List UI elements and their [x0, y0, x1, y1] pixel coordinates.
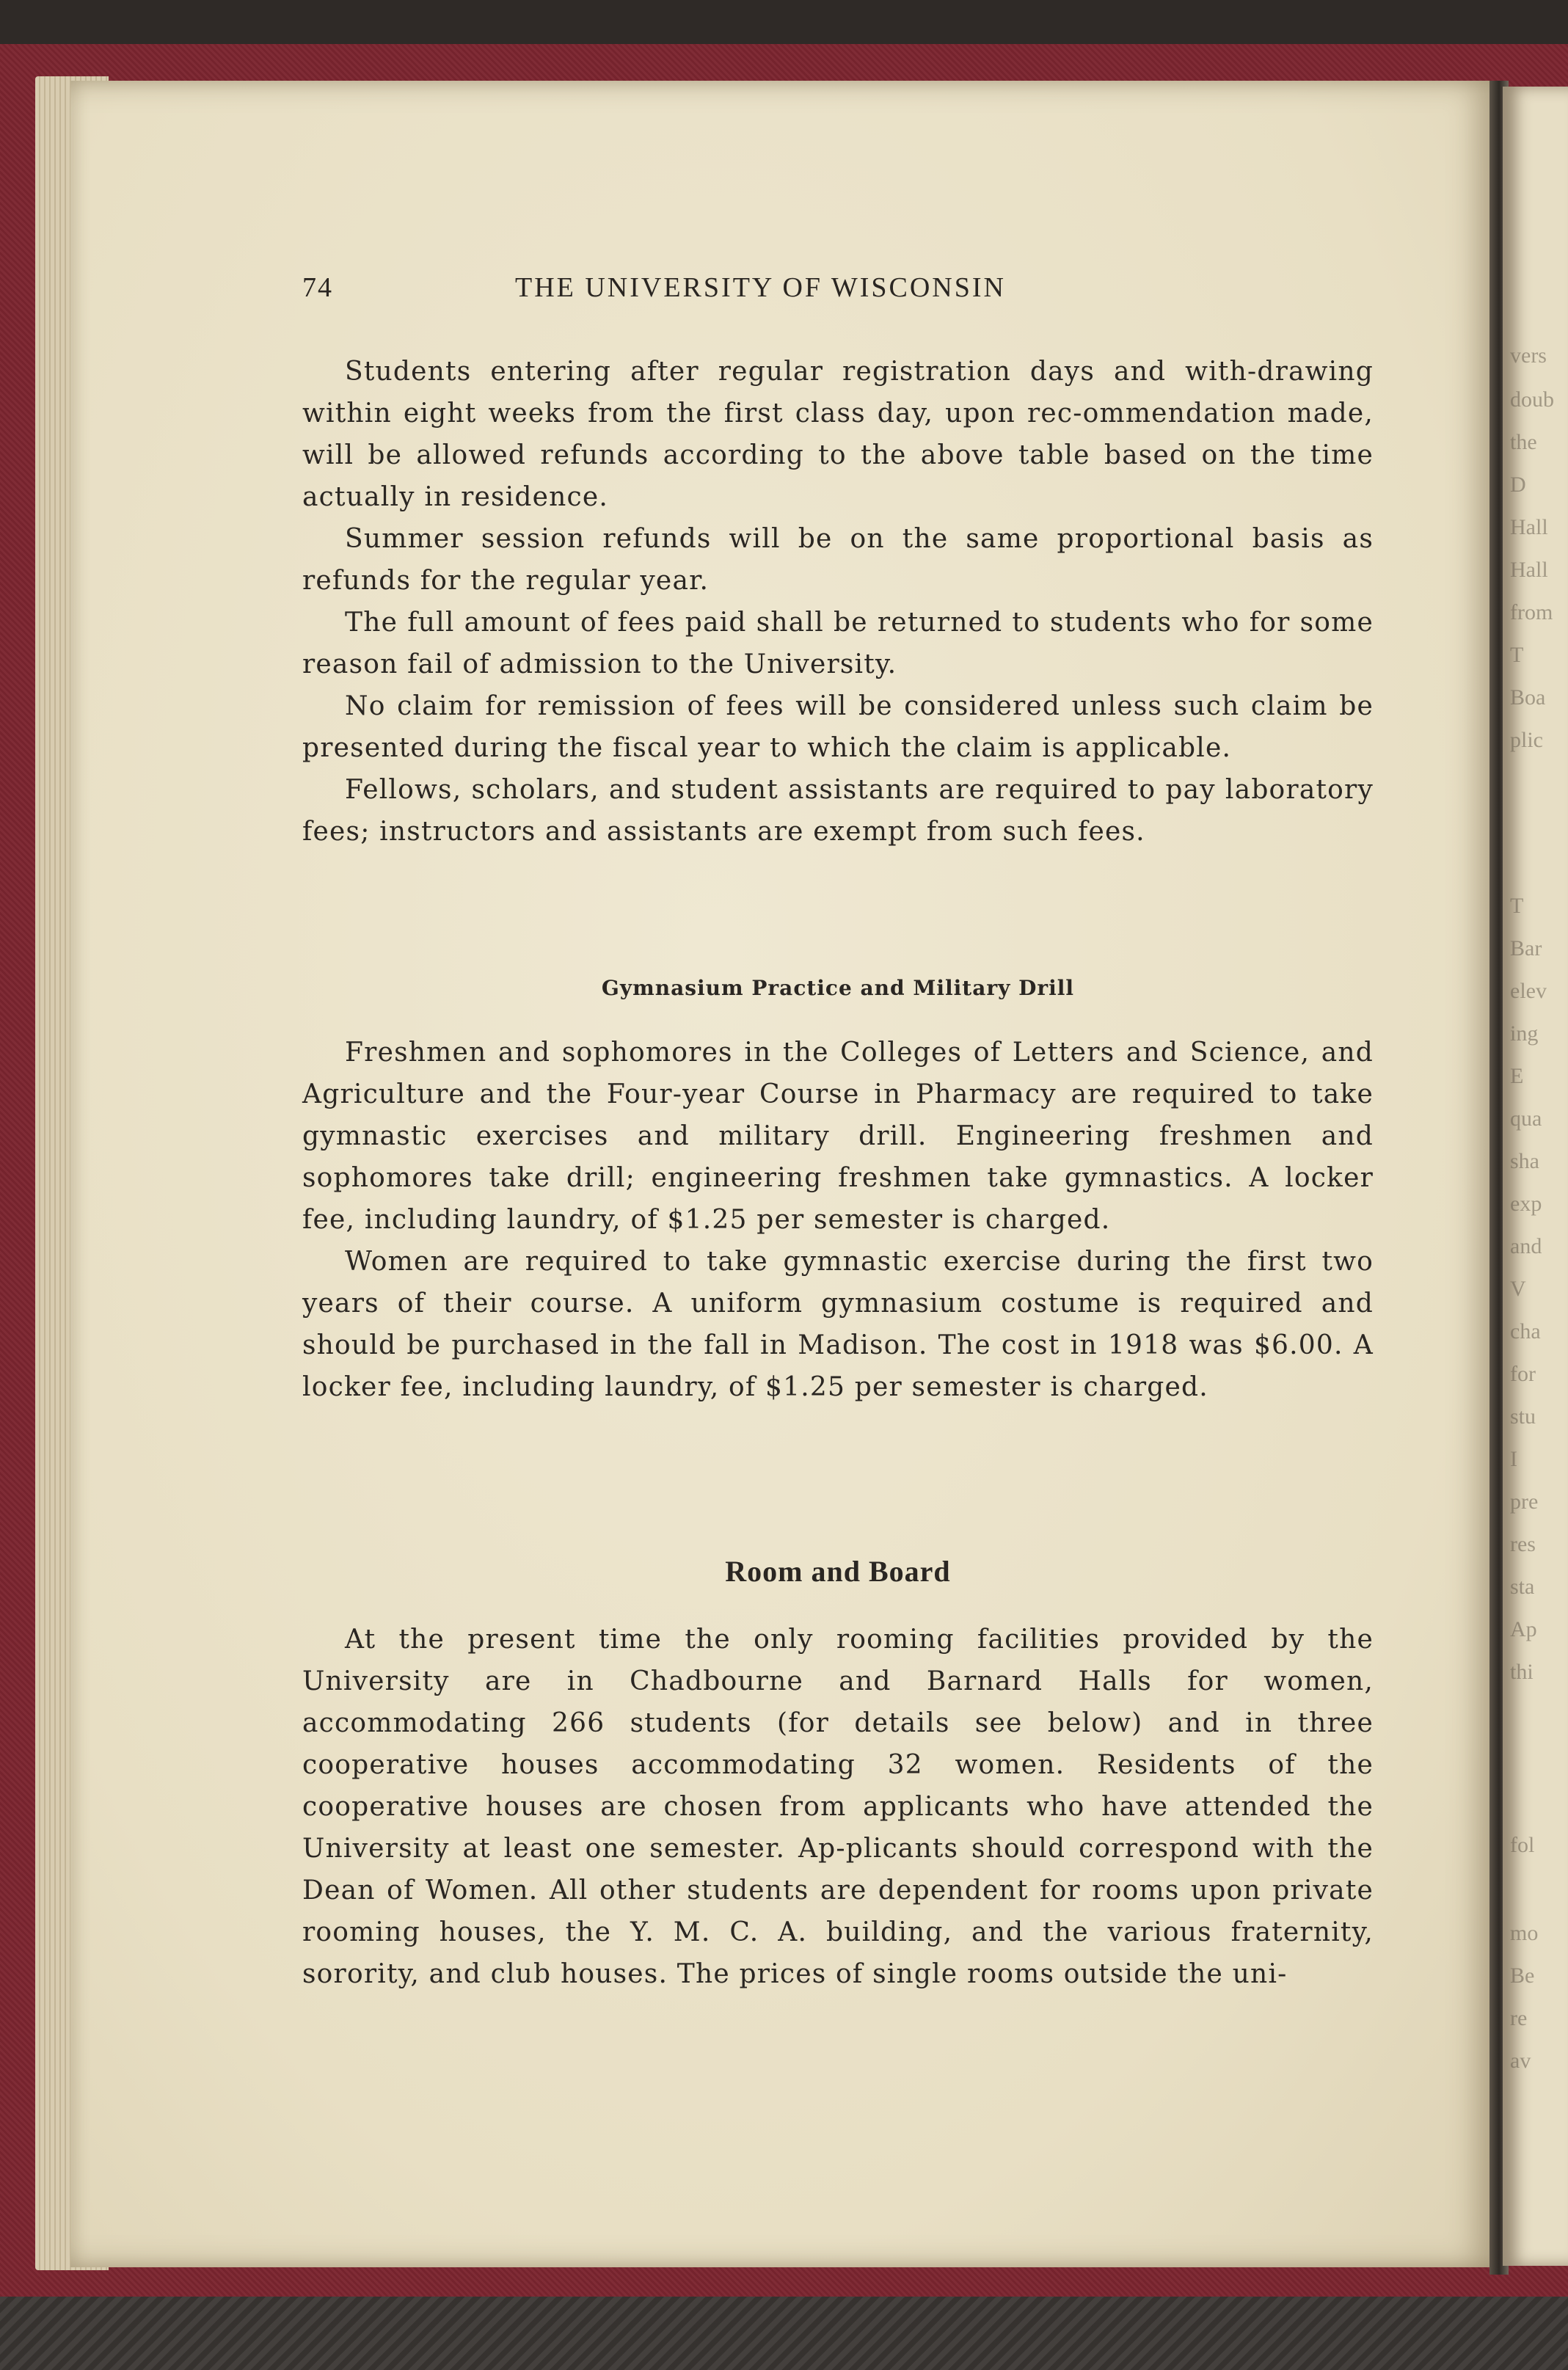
next-page-fragment: pre: [1510, 1490, 1539, 1514]
next-page-fragment: I: [1510, 1447, 1517, 1471]
paragraph: At the present time the only rooming facilities provided by the University are in Chadbourne and Barnard Halls for women, accommodating 266 students (for details see below) and in three cooperative houses accommodating 32 women. Residents of the cooperative houses are chosen from applicants who have attended the University at least one semester. Ap-plicants should correspond with the Dean of Women. All other students are dependent for rooms upon private rooming houses, the Y. M. C. A. building, and the various fraternity, sorority, and club houses. The prices of single rooms outside the uni-: [302, 1625, 1374, 1989]
next-page-fragment: the: [1510, 430, 1537, 454]
room-board-section: [302, 1619, 1374, 1995]
next-page-fragment: re: [1510, 2006, 1528, 2030]
next-page-fragment: av: [1510, 2049, 1531, 2073]
refunds-section: [302, 351, 1374, 853]
next-page-fragment: E: [1510, 1064, 1524, 1088]
paragraph: Fellows, scholars, and student assistants are required to pay laboratory fees; instructors and assistants are exempt from such fees.: [302, 775, 1374, 847]
next-page-fragment: Hall: [1510, 558, 1548, 582]
paragraph: No claim for remission of fees will be considered unless such claim be presented during the fiscal year to which the claim is applicable.: [302, 691, 1374, 763]
next-page-fragment: Ap: [1510, 1617, 1537, 1641]
next-page-fragment: Boa: [1510, 685, 1546, 710]
next-page-fragment: mo: [1510, 1921, 1539, 1945]
section-heading-gymnasium: Gymnasium Practice and Military Drill: [601, 976, 1075, 1000]
next-page-fragment: T: [1510, 894, 1524, 918]
next-page-fragment: sha: [1510, 1149, 1539, 1173]
next-page-fragment: doub: [1510, 387, 1554, 412]
next-page-fragment: qua: [1510, 1106, 1542, 1131]
next-page-fragment: stu: [1510, 1404, 1536, 1429]
next-page-fragment: Be: [1510, 1964, 1535, 1988]
next-page-fragment: V: [1510, 1277, 1526, 1301]
page-title: THE UNIVERSITY OF WISCONSIN: [515, 272, 1006, 303]
next-page-edge: [1503, 87, 1568, 2266]
next-page-fragment: res: [1510, 1532, 1536, 1556]
next-page-fragment: elev: [1510, 979, 1547, 1003]
next-page-fragment: Hall: [1510, 515, 1548, 539]
paragraph: Freshmen and sophomores in the Colleges of Letters and Science, and Agriculture and the Four-year Course in Pharmacy are required to take gymnastic exercises and military drill. Engineering freshmen and sophomores take drill; engineering freshmen take gymnastics. A locker fee, including laundry, of $1.25 per semester is charged.: [302, 1038, 1374, 1235]
next-page-fragment: cha: [1510, 1319, 1541, 1343]
page-number: 74: [302, 272, 333, 303]
running-head: [302, 271, 1168, 316]
next-page-fragment: vers: [1510, 343, 1547, 368]
gymnasium-section: [302, 1032, 1374, 1408]
next-page-fragment: and: [1510, 1234, 1542, 1258]
background-surface: [0, 2297, 1568, 2370]
next-page-fragment: from: [1510, 600, 1553, 624]
next-page-fragment: T: [1510, 643, 1524, 667]
section-heading-room-board: Room and Board: [725, 1555, 951, 1588]
next-page-fragment: thi: [1510, 1660, 1534, 1684]
next-page-fragment: for: [1510, 1362, 1536, 1386]
next-page-fragment: D: [1510, 473, 1526, 497]
next-page-fragment: exp: [1510, 1192, 1542, 1216]
next-page-fragment: Bar: [1510, 936, 1542, 960]
next-page-fragment: sta: [1510, 1575, 1535, 1599]
next-page-fragment: fol: [1510, 1833, 1535, 1857]
paragraph: Women are required to take gymnastic exercise during the first two years of their course. A uniform gymnasium costume is required and should be purchased in the fall in Madison. The cost in 1918 was $6.00. A locker fee, including laundry, of $1.25 per semester is charged.: [302, 1247, 1374, 1402]
next-page-fragment: ing: [1510, 1021, 1539, 1046]
paragraph: The full amount of fees paid shall be returned to students who for some reason fail of admission to the University.: [302, 608, 1374, 679]
paragraph: Summer session refunds will be on the same proportional basis as refunds for the regular year.: [302, 524, 1374, 596]
next-page-fragment: plic: [1510, 728, 1543, 752]
paragraph: Students entering after regular registration days and with-drawing within eight weeks from the first class day, upon rec-ommendation made, will be allowed refunds according to the above table based on the time actually in residence.: [302, 357, 1374, 512]
